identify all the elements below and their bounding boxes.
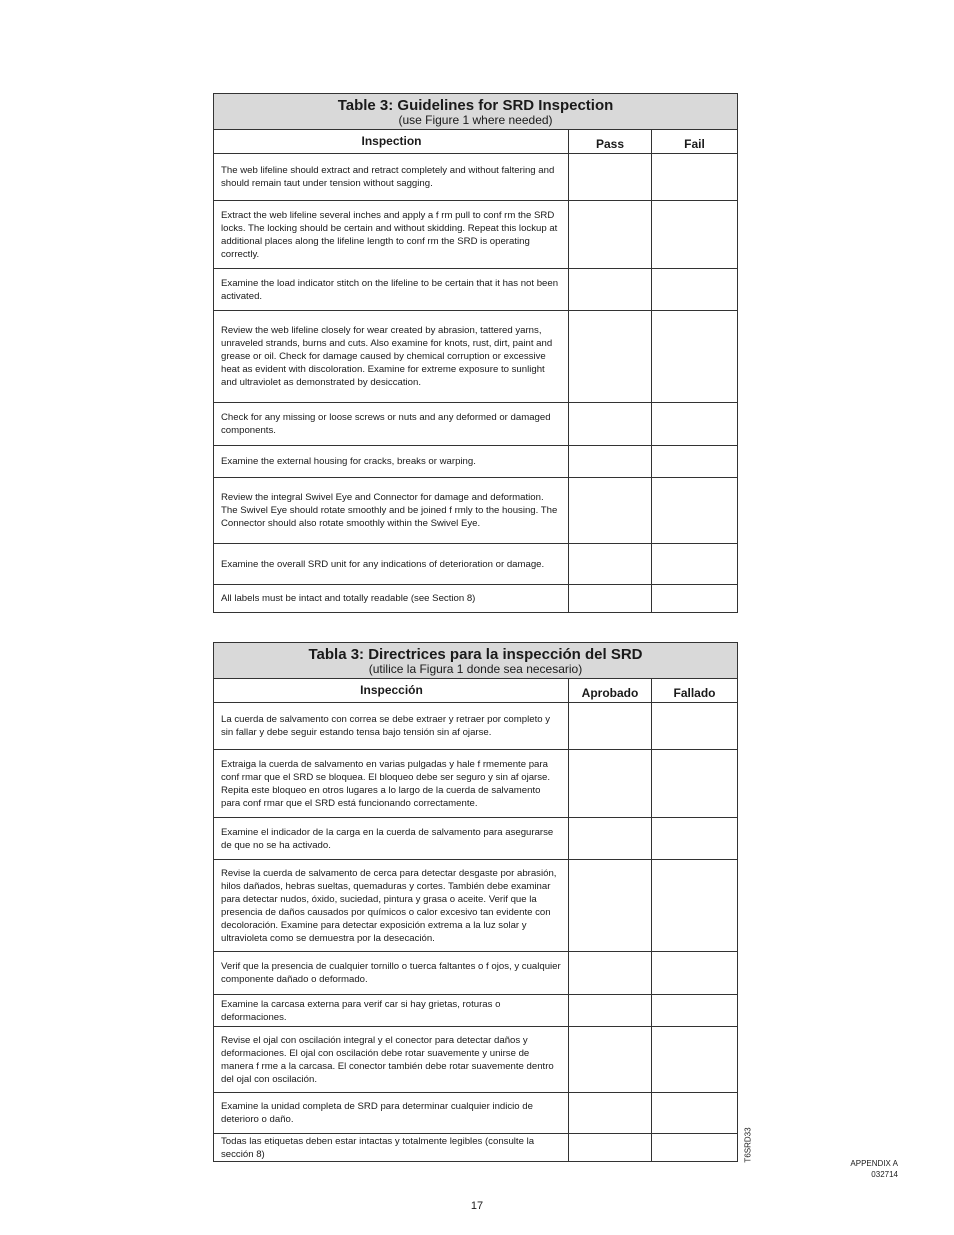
fail-cell[interactable]	[652, 952, 737, 994]
fail-cell[interactable]	[652, 585, 737, 612]
inspection-item: Review the integral Swivel Eye and Connector for damage and deformation. The Swivel Eye should rotate smoothly and be joined f rmly to the housing. The Connector should also rotate smoothly within the Swivel Eye.	[214, 478, 569, 543]
fail-cell[interactable]	[652, 446, 737, 477]
table-row	[214, 1092, 737, 1133]
pass-cell[interactable]	[569, 818, 652, 859]
fail-cell[interactable]	[652, 201, 737, 268]
table-row	[214, 153, 737, 200]
fail-cell[interactable]	[652, 1134, 737, 1161]
inspection-item: All labels must be intact and totally readable (see Section 8)	[214, 585, 569, 612]
inspection-item: Todas las etiquetas deben estar intactas y totalmente legibles (consulte la sección 8)	[214, 1134, 569, 1161]
table-row	[214, 268, 737, 310]
table-row	[214, 445, 737, 477]
table-row	[214, 994, 737, 1026]
fail-cell[interactable]	[652, 750, 737, 817]
table-row	[214, 702, 737, 749]
fail-cell[interactable]	[652, 311, 737, 402]
side-code-text: T6SRD33	[743, 1127, 753, 1163]
fail-cell[interactable]	[652, 860, 737, 951]
table-row	[214, 1026, 737, 1092]
appendix-code: 032714	[871, 1170, 898, 1179]
table-row	[214, 584, 737, 612]
fail-cell[interactable]	[652, 1027, 737, 1092]
pass-cell[interactable]	[569, 860, 652, 951]
table-row	[214, 951, 737, 994]
inspection-item: Revise el ojal con oscilación integral y el conector para detectar daños y deformaciones. El ojal con oscilación debe rotar suavemente y unirse de manera f rme a la carcasa. El conector también debe rotar suavemente dentro del ojal con oscilación.	[214, 1027, 569, 1092]
pass-cell[interactable]	[569, 446, 652, 477]
col-inspection-header: Inspection	[214, 130, 569, 153]
fail-cell[interactable]	[652, 269, 737, 310]
col-pass-header: Aprobado	[569, 679, 652, 702]
column-header-row	[214, 679, 737, 702]
table-row	[214, 817, 737, 859]
table-title: Tabla 3: Directrices para la inspección del SRD	[308, 646, 643, 663]
pass-cell[interactable]	[569, 995, 652, 1026]
pass-cell[interactable]	[569, 201, 652, 268]
table-row	[214, 310, 737, 402]
fail-cell[interactable]	[652, 403, 737, 445]
column-header-row	[214, 130, 737, 153]
col-inspection-header: Inspección	[214, 679, 569, 702]
inspection-item: Examine the load indicator stitch on the lifeline to be certain that it has not been activated.	[214, 269, 569, 310]
table-row	[214, 477, 737, 543]
pass-cell[interactable]	[569, 544, 652, 584]
table-subtitle: (utilice la Figura 1 donde sea necesario)	[368, 662, 583, 676]
inspection-item: The web lifeline should extract and retract completely and without faltering and should remain taut under tension without sagging.	[214, 154, 569, 200]
inspection-item: Verif que la presencia de cualquier tornillo o tuerca faltantes o f ojos, y cualquier componente dañado o deformado.	[214, 952, 569, 994]
fail-cell[interactable]	[652, 1093, 737, 1133]
inspection-item: Examine the external housing for cracks, breaks or warping.	[214, 446, 569, 477]
pass-cell[interactable]	[569, 154, 652, 200]
table-row	[214, 859, 737, 951]
pass-cell[interactable]	[569, 1093, 652, 1133]
inspection-item: Examine la carcasa externa para verif car si hay grietas, roturas o deformaciones.	[214, 995, 569, 1026]
inspection-item: Examine the overall SRD unit for any indications of deterioration or damage.	[214, 544, 569, 584]
pass-cell[interactable]	[569, 952, 652, 994]
table-header-band	[214, 643, 737, 679]
col-fail-header: Fail	[684, 136, 705, 151]
table-subtitle: (use Figure 1 where needed)	[398, 113, 553, 127]
pass-cell[interactable]	[569, 750, 652, 817]
fail-cell[interactable]	[652, 544, 737, 584]
fail-cell[interactable]	[652, 703, 737, 749]
inspection-item: Examine la unidad completa de SRD para determinar cualquier indicio de deterioro o daño.	[214, 1093, 569, 1133]
appendix-note	[850, 1158, 898, 1180]
inspection-table-english	[213, 93, 738, 613]
inspection-item: Extraiga la cuerda de salvamento en varias pulgadas y hale f rmemente para conf rmar que el SRD se bloquea. El bloqueo debe ser seguro y sin af ojarse. Repita este bloqueo en otros lugares a lo largo de la cuerda de salvamento para conf rmar que el SRD está funcionando correctamente.	[214, 750, 569, 817]
fail-cell[interactable]	[652, 995, 737, 1026]
pass-cell[interactable]	[569, 585, 652, 612]
fail-cell[interactable]	[652, 818, 737, 859]
page-number: 17	[470, 1200, 484, 1212]
inspection-item: Check for any missing or loose screws or nuts and any deformed or damaged components.	[214, 403, 569, 445]
appendix-label: APPENDIX A	[850, 1159, 898, 1168]
table-title: Table 3: Guidelines for SRD Inspection	[337, 97, 614, 114]
inspection-item: Examine el indicador de la carga en la cuerda de salvamento para asegurarse de que no se ha activado.	[214, 818, 569, 859]
table-row	[214, 200, 737, 268]
col-pass-header: Pass	[569, 130, 652, 153]
fail-cell[interactable]	[652, 154, 737, 200]
pass-cell[interactable]	[569, 1134, 652, 1161]
table-row	[214, 402, 737, 445]
table-row	[214, 749, 737, 817]
inspection-item: Review the web lifeline closely for wear created by abrasion, tattered yarns, unraveled strands, burns and cuts. Also examine for knots, rust, dirt, paint and grease or oil. Check for damage caused by chemical corruption or excessive heat as evident with discoloration. Examine for extreme exposure to sunlight and ultraviolet as demonstrated by desiccation.	[214, 311, 569, 402]
inspection-item: Revise la cuerda de salvamento de cerca para detectar desgaste por abrasión, hilos dañados, hebras sueltas, quemaduras y cortes. También debe examinar para detectar nudos, óxido, suciedad, pintura y grasa o aceite. Verif que la presencia de daños causados por químicos o calor excesivo tan evidente con decoloración. Examine para detectar exposición extrema a la luz solar y ultravioleta como se demuestra por la desecación.	[214, 860, 569, 951]
pass-cell[interactable]	[569, 478, 652, 543]
side-code	[742, 1128, 754, 1162]
inspection-table-spanish	[213, 642, 738, 1162]
inspection-item: La cuerda de salvamento con correa se debe extraer y retraer por completo y sin fallar y debe seguir estando tensa bajo tensión sin af ojarse.	[214, 703, 569, 749]
pass-cell[interactable]	[569, 269, 652, 310]
col-fail-header: Fallado	[673, 685, 716, 700]
pass-cell[interactable]	[569, 703, 652, 749]
pass-cell[interactable]	[569, 403, 652, 445]
pass-cell[interactable]	[569, 1027, 652, 1092]
table-row	[214, 1133, 737, 1161]
table-row	[214, 543, 737, 584]
table-header-band	[214, 94, 737, 130]
fail-cell[interactable]	[652, 478, 737, 543]
inspection-item: Extract the web lifeline several inches and apply a f rm pull to conf rm the SRD locks. The locking should be certain and without skidding. Repeat this lockup at additional places along the lifeline length to conf rm the SRD is operating correctly.	[214, 201, 569, 268]
pass-cell[interactable]	[569, 311, 652, 402]
